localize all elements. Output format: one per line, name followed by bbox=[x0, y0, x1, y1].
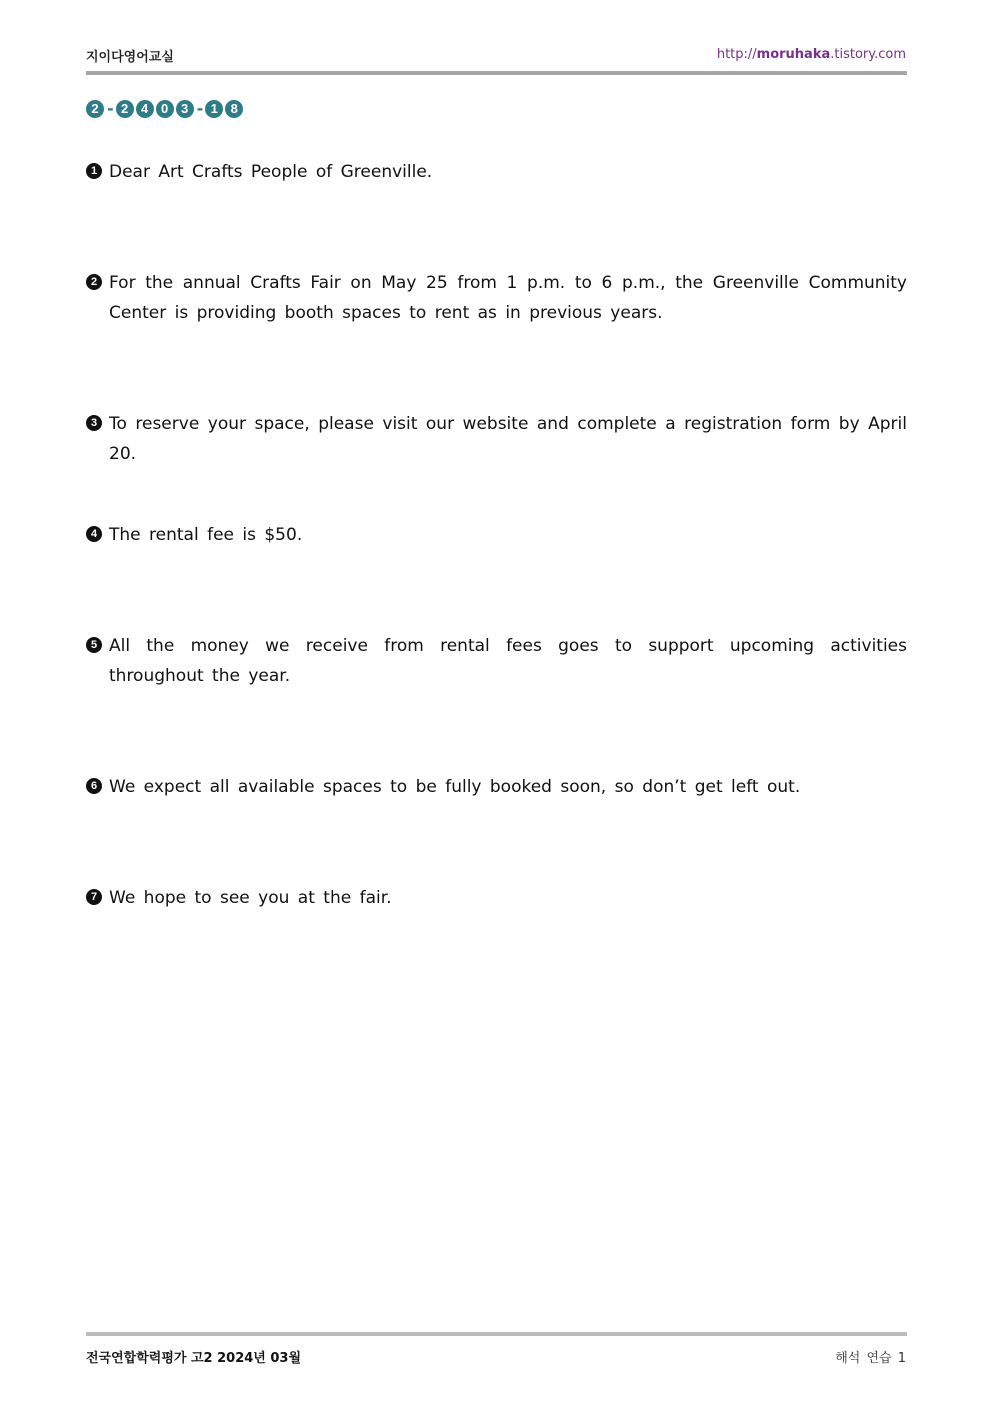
sentence-item bbox=[86, 268, 907, 328]
sentence-text: All the money we receive from rental fees goes to support upcoming activities throughout the year. bbox=[109, 636, 907, 686]
code-dash: - bbox=[107, 99, 114, 118]
code-digit: 4 bbox=[136, 100, 154, 118]
footer-exam-title: 전국연합학력평가 고2 2024년 03월 bbox=[86, 1351, 302, 1366]
code-digit: 1 bbox=[205, 100, 223, 118]
sentence-text: To reserve your space, please visit our website and complete a registration form by April 20. bbox=[109, 414, 907, 464]
sentence-item bbox=[86, 883, 907, 913]
code-digit: 2 bbox=[86, 100, 104, 118]
sentence-number: 3 bbox=[86, 415, 102, 431]
footer-divider bbox=[86, 1332, 907, 1336]
sentence-text: We expect all available spaces to be fully booked soon, so don’t get left out. bbox=[109, 777, 801, 797]
url-prefix: http:// bbox=[716, 47, 757, 62]
sentence-number: 2 bbox=[86, 274, 102, 290]
url-suffix: .tistory.com bbox=[830, 47, 906, 62]
sentence-item bbox=[86, 631, 907, 691]
sentence-item bbox=[86, 409, 907, 469]
sentence-number: 5 bbox=[86, 637, 102, 653]
sentence-text: The rental fee is $50. bbox=[109, 525, 303, 545]
header-divider bbox=[86, 71, 907, 75]
code-digit: 3 bbox=[176, 100, 194, 118]
code-digit: 8 bbox=[225, 100, 243, 118]
sentence-item bbox=[86, 772, 907, 802]
header-title: 지이다영어교실 bbox=[86, 50, 174, 65]
sentence-item bbox=[86, 520, 907, 550]
sentence-number: 1 bbox=[86, 163, 102, 179]
sentence-number: 4 bbox=[86, 526, 102, 542]
header-url[interactable] bbox=[717, 47, 906, 62]
sentence-number: 6 bbox=[86, 778, 102, 794]
url-domain: moruhaka bbox=[756, 47, 831, 62]
sentence-text: Dear Art Crafts People of Greenville. bbox=[109, 162, 433, 182]
sentence-text: For the annual Crafts Fair on May 25 from 1 p.m. to 6 p.m., the Greenville Community Center is providing booth spaces to rent as in previous years. bbox=[109, 273, 907, 323]
footer-page-label: 해석 연습 1 bbox=[835, 1351, 906, 1366]
sentence-number: 7 bbox=[86, 889, 102, 905]
sentence-text: We hope to see you at the fair. bbox=[109, 888, 392, 908]
question-code bbox=[86, 98, 245, 120]
code-digit: 2 bbox=[116, 100, 134, 118]
code-dash: - bbox=[196, 99, 204, 118]
code-digit: 0 bbox=[156, 100, 174, 118]
sentence-item bbox=[86, 157, 907, 187]
